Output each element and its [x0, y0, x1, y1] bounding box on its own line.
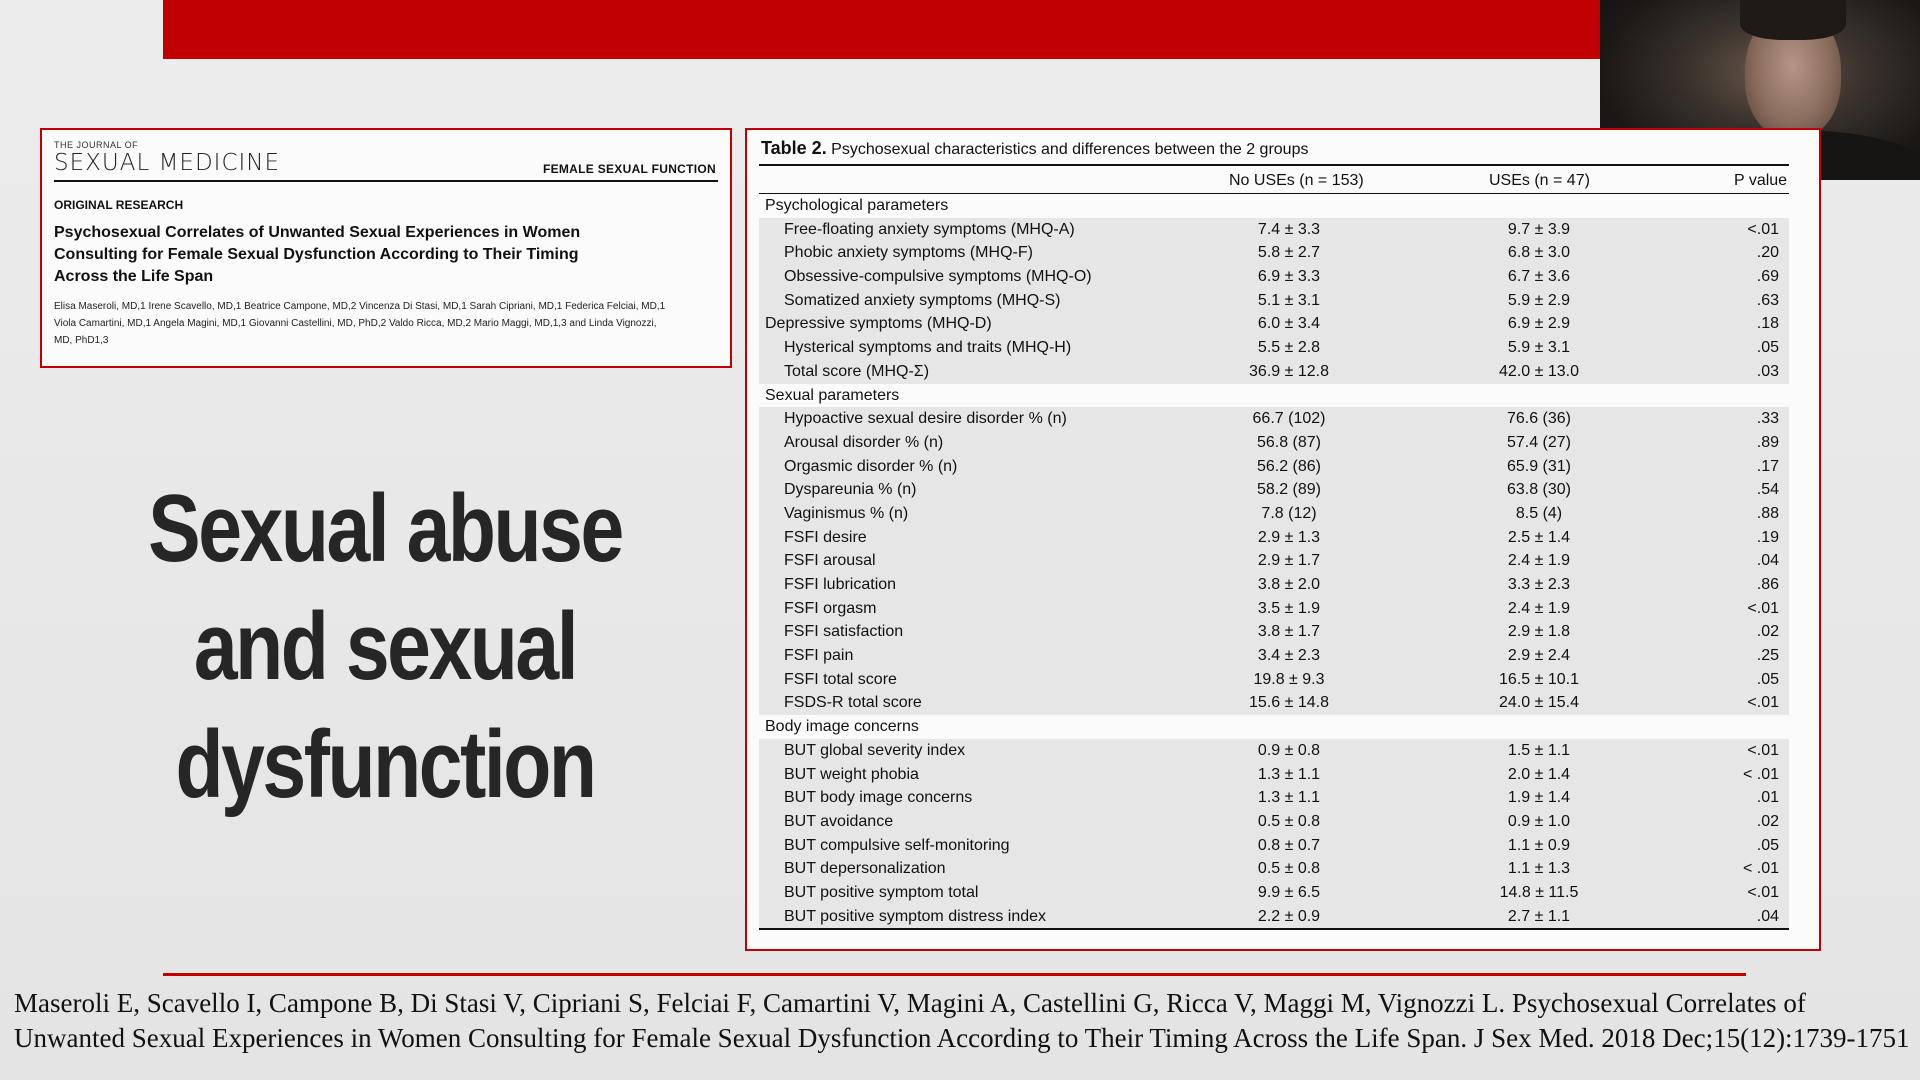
cell-p-value: .86 [1756, 576, 1779, 593]
table-row-label: Somatized anxiety symptoms (MHQ-S) [784, 291, 1061, 309]
table-row [759, 502, 1789, 526]
cell-no-uses: 9.9 ± 6.5 [1257, 883, 1321, 901]
cell-p-value: .02 [1756, 812, 1779, 830]
table-row [759, 691, 1789, 715]
cell-uses: 5.9 ± 3.1 [1507, 339, 1571, 357]
article-authors: Elisa Maseroli, MD,1 Irene Scavello, MD,1 Beatrice Campone, MD,2 Vincenza Di Stasi, MD,1 Sarah Cipriani, MD,1 Federica Felciai, MD,1 Viola Camartini, MD,1 Angela Magini, MD,1 Giovanni Castellini, MD, PhD,2 Valdo Ricca, MD,2 Mario Maggi, MD,1,3 and Linda Vignozzi, MD, PhD1,3 [54, 301, 666, 346]
table-row-label: Hysterical symptoms and traits (MHQ-H) [784, 339, 1072, 357]
table-row-label: Free-floating anxiety symptoms (MHQ-A) [784, 220, 1075, 238]
cell-p-value: .25 [1756, 647, 1779, 665]
table-row-label: BUT avoidance [784, 812, 894, 830]
table-row-label: BUT weight phobia [784, 765, 919, 783]
cell-p-value: .04 [1756, 552, 1779, 570]
table-row [759, 478, 1789, 502]
cell-uses: 2.9 ± 1.8 [1507, 623, 1571, 641]
cell-uses: 1.5 ± 1.1 [1507, 741, 1571, 759]
article-title: Psychosexual Correlates of Unwanted Sexual Experiences in Women Consulting for Female Sexual Dysfunction According to Their Timing Across the Life Span [54, 224, 581, 285]
cell-no-uses: 0.8 ± 0.7 [1257, 836, 1321, 854]
table-row [759, 739, 1789, 763]
cell-uses: 2.5 ± 1.4 [1507, 528, 1571, 546]
cell-p-value: .18 [1756, 315, 1779, 333]
table-caption [761, 138, 1807, 162]
reference-citation: Maseroli E, Scavello I, Campone B, Di Stasi V, Cipriani S, Felciai F, Camartini V, Magini A, Castellini G, Ricca V, Maggi M, Vignozzi L. Psychosexual Correlates of Unwanted Sexual Experiences in Women Consulting for Female Sexual Dysfunction According to Their Timing Across the Life Span. J Sex Med. 2018 Dec;15(12):1739-1751 [14, 988, 1910, 1053]
cell-uses: 2.7 ± 1.1 [1507, 907, 1571, 925]
cell-no-uses: 1.3 ± 1.1 [1257, 765, 1321, 783]
table-row-label: BUT positive symptom total [784, 883, 979, 901]
table-row-label: BUT global severity index [784, 741, 966, 759]
cell-no-uses: 7.4 ± 3.3 [1257, 220, 1321, 238]
table-caption-label: Table 2. [761, 138, 827, 158]
table-group-row [759, 384, 1789, 408]
cell-no-uses: 36.9 ± 12.8 [1249, 362, 1329, 380]
cell-uses: 1.1 ± 1.3 [1507, 860, 1571, 878]
table-row [759, 407, 1789, 431]
cell-p-value: .04 [1756, 907, 1779, 925]
paper-header-clipping [40, 128, 732, 368]
table-row-label: FSFI lubrication [784, 576, 897, 593]
table-row [759, 597, 1789, 621]
table-row [759, 218, 1789, 242]
cell-no-uses: 5.1 ± 3.1 [1257, 291, 1321, 309]
cell-no-uses: 6.0 ± 3.4 [1257, 315, 1321, 333]
table-group-label: Psychological parameters [765, 197, 949, 214]
cell-p-value: .63 [1756, 291, 1779, 309]
cell-p-value: .05 [1756, 339, 1779, 357]
cell-p-value: .19 [1756, 528, 1779, 546]
table-row-label: Hypoactive sexual desire disorder % (n) [784, 410, 1067, 428]
table-row [759, 526, 1789, 550]
table-row-label: FSDS-R total score [784, 694, 922, 712]
presenter-hair [1740, 0, 1846, 40]
table-row [759, 312, 1789, 336]
table-row [759, 620, 1789, 644]
cell-uses: 1.1 ± 0.9 [1507, 836, 1571, 854]
cell-no-uses: 5.5 ± 2.8 [1257, 339, 1321, 357]
cell-uses: 63.8 (30) [1506, 481, 1572, 499]
cell-p-value: <.01 [1747, 741, 1779, 759]
cell-no-uses: 2.9 ± 1.3 [1257, 528, 1321, 546]
cell-uses: 57.4 (27) [1506, 433, 1572, 451]
slide-title-line: Sexual abuse [148, 475, 622, 582]
cell-uses: 8.5 (4) [1515, 504, 1563, 522]
cell-uses: 1.9 ± 1.4 [1507, 789, 1571, 807]
column-header-p-value: P value [1734, 172, 1788, 189]
table-bottom-rule [759, 928, 1789, 930]
table-row [759, 763, 1789, 787]
table-group-row [759, 194, 1789, 218]
cell-no-uses: 3.5 ± 1.9 [1257, 599, 1321, 617]
cell-uses: 5.9 ± 2.9 [1507, 291, 1571, 309]
cell-uses: 2.9 ± 2.4 [1507, 647, 1571, 665]
table-row [759, 336, 1789, 360]
cell-p-value: .69 [1756, 268, 1779, 286]
journal-section: FEMALE SEXUAL FUNCTION [542, 162, 716, 176]
table-row [759, 360, 1789, 384]
cell-p-value: .02 [1756, 623, 1779, 641]
cell-no-uses: 56.2 (86) [1256, 457, 1322, 475]
table-row-label: FSFI desire [784, 528, 867, 546]
table-row-label: Dyspareunia % (n) [784, 481, 917, 499]
cell-p-value: .17 [1756, 457, 1779, 475]
table-group-row [759, 715, 1789, 739]
table-group-label: Body image concerns [765, 718, 919, 736]
cell-no-uses: 56.8 (87) [1256, 433, 1322, 451]
cell-no-uses: 3.4 ± 2.3 [1257, 647, 1321, 665]
cell-no-uses: 0.9 ± 0.8 [1257, 741, 1321, 759]
cell-uses: 0.9 ± 1.0 [1507, 812, 1571, 830]
footer-accent-rule [163, 973, 1746, 976]
header-rule [54, 180, 718, 182]
cell-uses: 9.7 ± 3.9 [1507, 220, 1571, 238]
cell-uses: 6.8 ± 3.0 [1507, 244, 1571, 262]
table-row-label: Depressive symptoms (MHQ-D) [765, 315, 992, 333]
cell-no-uses: 0.5 ± 0.8 [1257, 812, 1321, 830]
table-row-label: Obsessive-compulsive symptoms (MHQ-O) [784, 268, 1092, 286]
cell-no-uses: 6.9 ± 3.3 [1257, 268, 1321, 286]
table-row [759, 668, 1789, 692]
cell-uses: 2.4 ± 1.9 [1507, 552, 1571, 570]
cell-p-value: .88 [1756, 504, 1779, 522]
cell-no-uses: 3.8 ± 2.0 [1257, 576, 1321, 593]
cell-p-value: <.01 [1747, 220, 1779, 238]
cell-p-value: < .01 [1742, 765, 1779, 783]
cell-p-value: .05 [1756, 836, 1779, 854]
cell-p-value: .89 [1756, 433, 1779, 451]
table-row [759, 881, 1789, 905]
table-group-label: Sexual parameters [765, 386, 900, 404]
table-row-label: FSFI total score [784, 670, 897, 688]
table-row [759, 857, 1789, 881]
table-header-row [759, 164, 1789, 194]
cell-uses: 2.0 ± 1.4 [1507, 765, 1571, 783]
cell-uses: 65.9 (31) [1506, 457, 1572, 475]
column-header-no-uses: No USEs (n = 153) [1229, 172, 1364, 189]
cell-uses: 16.5 ± 10.1 [1499, 670, 1579, 688]
table-row-label: Total score (MHQ-Σ) [784, 362, 930, 380]
cell-no-uses: 0.5 ± 0.8 [1257, 860, 1321, 878]
cell-no-uses: 58.2 (89) [1256, 481, 1322, 499]
table-row-label: FSFI orgasm [784, 599, 877, 617]
table-row-label: FSFI pain [784, 647, 854, 665]
table-row [759, 549, 1789, 573]
table-row-label: BUT body image concerns [784, 789, 973, 807]
table-caption-text: Psychosexual characteristics and differences between the 2 groups [831, 141, 1309, 158]
cell-p-value: .20 [1756, 244, 1779, 262]
article-type: ORIGINAL RESEARCH [54, 198, 184, 212]
cell-no-uses: 15.6 ± 14.8 [1249, 694, 1329, 712]
table-row-label: Phobic anxiety symptoms (MHQ-F) [784, 244, 1033, 262]
cell-no-uses: 5.8 ± 2.7 [1257, 244, 1321, 262]
table-row-label: FSFI arousal [784, 552, 876, 570]
cell-no-uses: 66.7 (102) [1252, 410, 1326, 428]
cell-no-uses: 7.8 (12) [1261, 504, 1317, 522]
slide-top-accent-bar [163, 0, 1600, 59]
table-row [759, 455, 1789, 479]
cell-no-uses: 3.8 ± 1.7 [1257, 623, 1321, 641]
table-row [759, 786, 1789, 810]
table-row [759, 810, 1789, 834]
cell-p-value: <.01 [1747, 883, 1779, 901]
slide-title-line: and sexual [193, 593, 577, 700]
table-row [759, 644, 1789, 668]
journal-kicker: THE JOURNAL OF [54, 140, 139, 150]
table-row-label: Vaginismus % (n) [784, 504, 909, 522]
cell-no-uses: 1.3 ± 1.1 [1257, 789, 1321, 807]
table-row [759, 289, 1789, 313]
slide-title-line: dysfunction [175, 711, 595, 818]
table-row-label: Arousal disorder % (n) [784, 433, 944, 451]
table-row [759, 834, 1789, 858]
table-row-label: BUT depersonalization [784, 860, 946, 878]
cell-p-value: <.01 [1747, 694, 1779, 712]
journal-name: SEXUAL MEDICINE [54, 150, 281, 176]
cell-p-value: < .01 [1742, 860, 1779, 878]
table-row [759, 573, 1789, 597]
cell-p-value: .01 [1756, 789, 1779, 807]
cell-uses: 2.4 ± 1.9 [1507, 599, 1571, 617]
cell-uses: 6.7 ± 3.6 [1507, 268, 1571, 286]
cell-uses: 6.9 ± 2.9 [1507, 315, 1571, 333]
cell-p-value: .54 [1756, 481, 1779, 499]
table-row-label: BUT positive symptom distress index [784, 907, 1047, 925]
table-row [759, 905, 1789, 929]
table-row-label: FSFI satisfaction [784, 623, 904, 641]
cell-p-value: <.01 [1747, 599, 1779, 617]
table-body [759, 194, 1789, 928]
cell-uses: 42.0 ± 13.0 [1499, 362, 1579, 380]
column-header-uses: USEs (n = 47) [1489, 172, 1590, 189]
table-row-label: BUT compulsive self-monitoring [784, 836, 1010, 854]
table-row-label: Orgasmic disorder % (n) [784, 457, 958, 475]
slide-title [114, 470, 655, 824]
cell-p-value: .33 [1756, 410, 1779, 428]
cell-no-uses: 2.9 ± 1.7 [1257, 552, 1321, 570]
cell-uses: 3.3 ± 2.3 [1507, 576, 1571, 593]
table-row [759, 431, 1789, 455]
cell-p-value: .05 [1756, 670, 1779, 688]
cell-no-uses: 2.2 ± 0.9 [1257, 907, 1321, 925]
cell-uses: 14.8 ± 11.5 [1499, 883, 1579, 901]
cell-uses: 76.6 (36) [1506, 410, 1572, 428]
results-table-clipping [745, 128, 1821, 951]
table-row [759, 241, 1789, 265]
table-row [759, 265, 1789, 289]
cell-no-uses: 19.8 ± 9.3 [1253, 670, 1325, 688]
cell-uses: 24.0 ± 15.4 [1499, 694, 1579, 712]
cell-p-value: .03 [1756, 362, 1779, 380]
